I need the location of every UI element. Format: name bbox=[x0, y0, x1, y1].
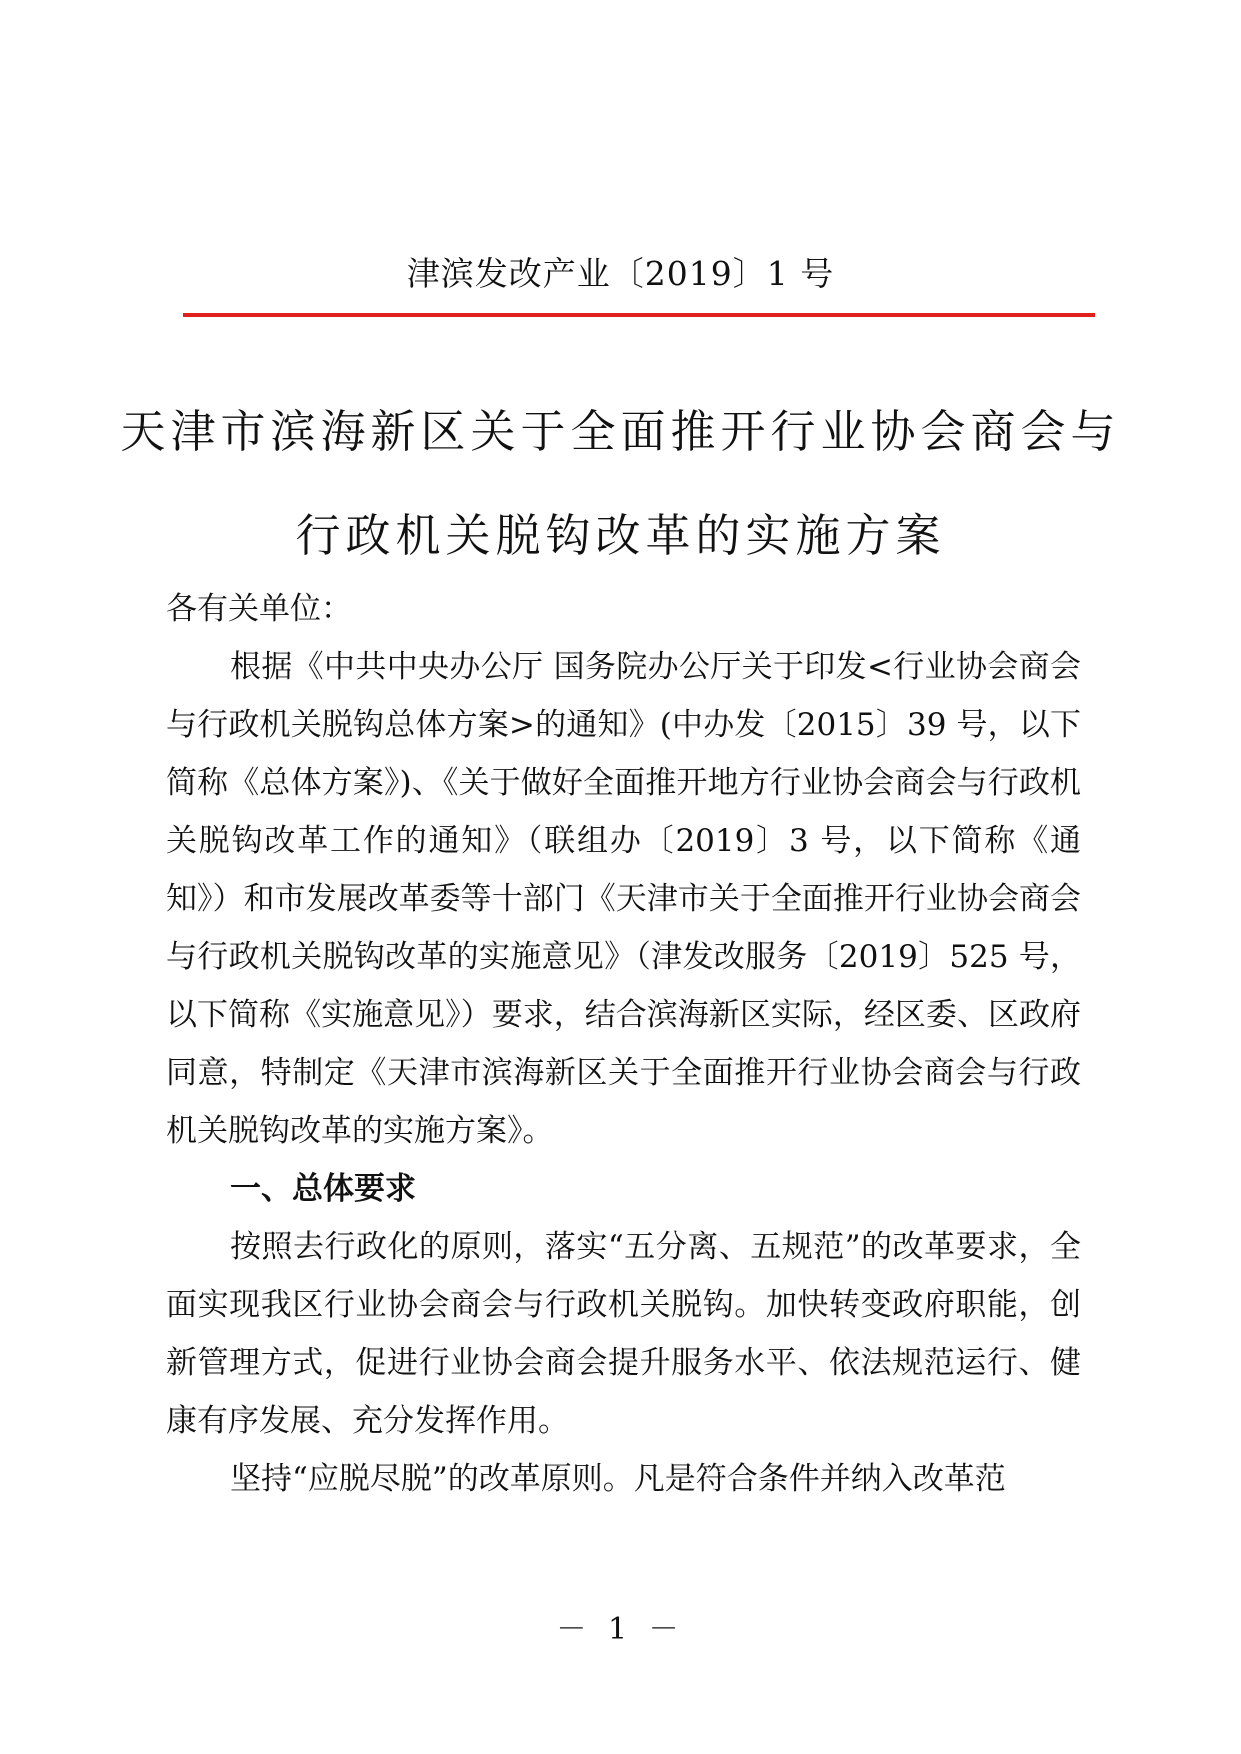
title-line-1: 天津市滨海新区关于全面推开行业协会商会与 bbox=[120, 405, 1121, 458]
paragraph-3: 坚持“应脱尽脱”的改革原则。凡是符合条件并纳入改革范 bbox=[230, 1461, 1006, 1497]
document-body bbox=[166, 580, 1081, 1508]
paragraph-2: 按照去行政化的原则，落实“五分离、五规范”的改革要求，全面实现我区行业协会商会与行政机关脱钩。加快转变政府职能，创新管理方式，促进行业协会商会提升服务水平、依法规范运行、健康有序发展、充分发挥作用。 bbox=[166, 1229, 1081, 1439]
page-number: － 1 － bbox=[556, 1612, 685, 1647]
salutation: 各有关单位： bbox=[166, 591, 352, 627]
document-number: 津滨发改产业〔2019〕1 号 bbox=[406, 254, 835, 293]
section-heading-1: 一、总体要求 bbox=[230, 1171, 416, 1207]
title-line-2: 行政机关脱钩改革的实施方案 bbox=[295, 509, 946, 562]
red-header-rule bbox=[183, 313, 1095, 317]
document-title bbox=[120, 380, 1121, 588]
paragraph-1: 根据《中共中央办公厅 国务院办公厅关于印发<行业协会商会与行政机关脱钩总体方案>的通知》(中办发〔2015〕39 号，以下简称《总体方案》)、《关于做好全面推开地方行业协会商会与行政机关脱钩改革工作的通知》（联组办〔2019〕3 号，以下简称《通知》）和市发展改革委等十部门《天津市关于全面推开行业协会商会与行政机关脱钩改革的实施意见》（津发改服务〔2019〕525 号，以下简称《实施意见》）要求，结合滨海新区实际，经区委、区政府同意，特制定《天津市滨海新区关于全面推开行业协会商会与行政机关脱钩改革的实施方案》。 bbox=[166, 649, 1081, 1149]
